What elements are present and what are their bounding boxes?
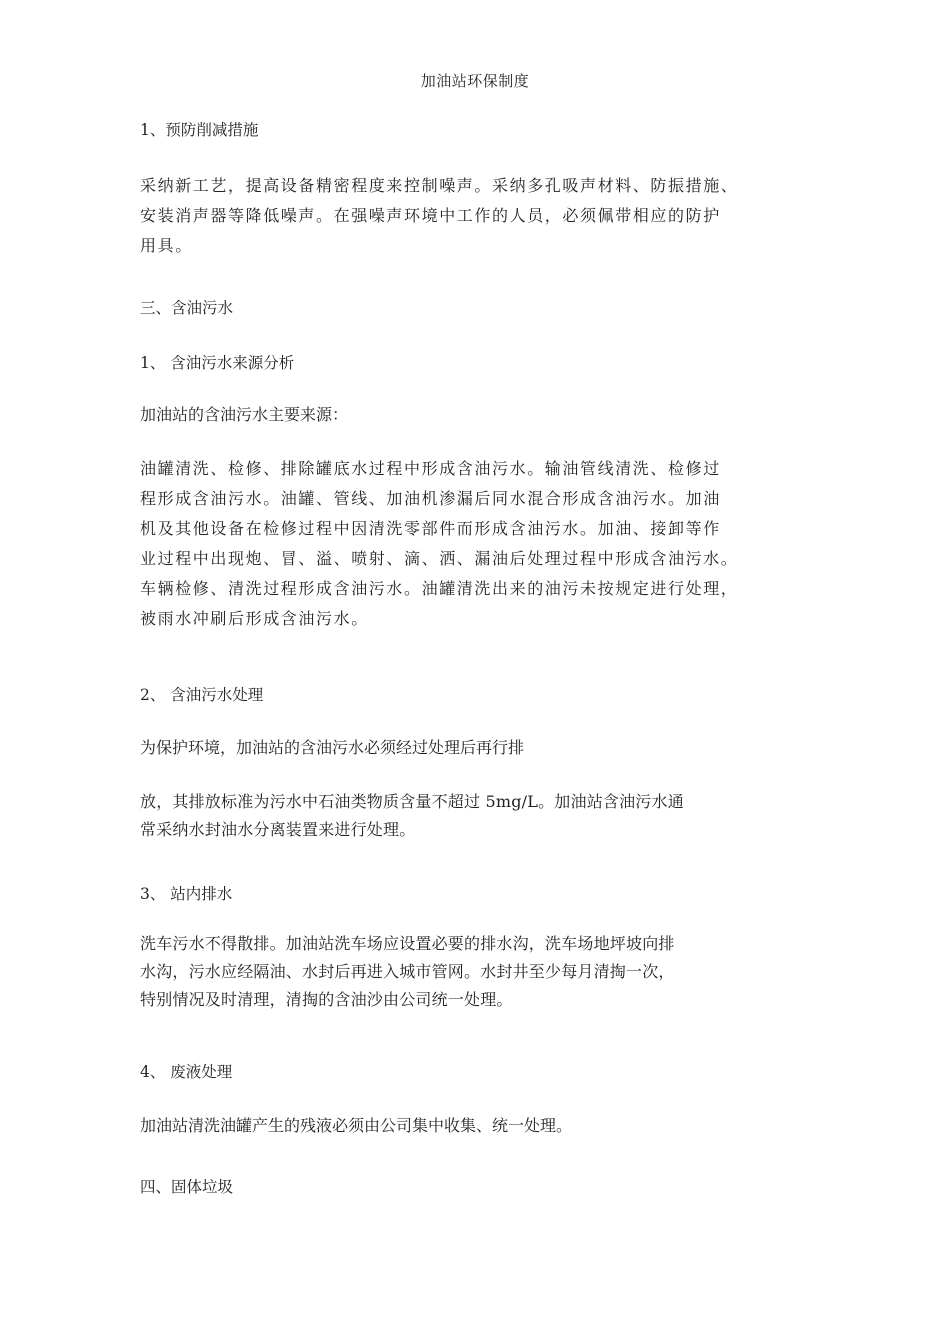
paragraph-line: 用具。 xyxy=(140,236,193,255)
paragraph xyxy=(140,171,738,261)
section-heading: 四、固体垃圾 xyxy=(140,1178,234,1196)
paragraph-line: 洗车污水不得散排。加油站洗车场应设置必要的排水沟，洗车场地坪坡向排 xyxy=(140,934,675,953)
paragraph-line: 特别情况及时清理，清掏的含油沙由公司统一处理。 xyxy=(140,990,513,1009)
paragraph-line: 车辆检修、清洗过程形成含油污水。油罐清洗出来的油污未按规定进行处理， xyxy=(140,579,739,598)
paragraph xyxy=(140,733,524,763)
paragraph xyxy=(140,454,738,634)
section-heading: 4、 废液处理 xyxy=(140,1063,233,1081)
paragraph-line: 常采纳水封油水分离装置来进行处理。 xyxy=(140,820,416,839)
paragraph-line: 程形成含油污水。油罐、管线、加油机渗漏后同水混合形成含油污水。加油 xyxy=(140,489,721,508)
paragraph xyxy=(140,788,684,844)
section-heading: 3、 站内排水 xyxy=(140,885,233,903)
paragraph-line: 被雨水冲刷后形成含油污水。 xyxy=(140,609,369,628)
paragraph-line: 采纳新工艺，提高设备精密程度来控制噪声。采纳多孔吸声材料、防振措施、 xyxy=(140,176,739,195)
paragraph-line: 加油站的含油污水主要来源： xyxy=(140,405,349,424)
section-heading: 三、含油污水 xyxy=(140,299,234,317)
document-title: 加油站环保制度 xyxy=(420,72,530,90)
paragraph-line: 机及其他设备在检修过程中因清洗零部件而形成含油污水。加油、接卸等作 xyxy=(140,519,721,538)
section-heading: 2、 含油污水处理 xyxy=(140,686,264,704)
paragraph xyxy=(140,1111,572,1141)
paragraph xyxy=(140,930,675,1014)
paragraph-line: 放，其排放标准为污水中石油类物质含量不超过 5mg/L。加油站含油污水通 xyxy=(140,792,684,811)
section-heading: 1、 含油污水来源分析 xyxy=(140,354,295,372)
paragraph-line: 业过程中出现炮、冒、溢、喷射、滴、洒、漏油后处理过程中形成含油污水。 xyxy=(140,549,739,568)
paragraph-line: 为保护环境，加油站的含油污水必须经过处理后再行排 xyxy=(140,738,525,757)
paragraph-line: 加油站清洗油罐产生的残液必须由公司集中收集、统一处理。 xyxy=(140,1116,573,1135)
paragraph-line: 油罐清洗、检修、排除罐底水过程中形成含油污水。输油管线清洗、检修过 xyxy=(140,459,721,478)
section-heading: 1、预防削减措施 xyxy=(140,121,259,139)
paragraph-line: 水沟，污水应经隔油、水封后再进入城市管网。水封井至少每月清掏一次， xyxy=(140,962,675,981)
paragraph-line: 安装消声器等降低噪声。在强噪声环境中工作的人员，必须佩带相应的防护 xyxy=(140,206,721,225)
paragraph xyxy=(140,400,348,430)
